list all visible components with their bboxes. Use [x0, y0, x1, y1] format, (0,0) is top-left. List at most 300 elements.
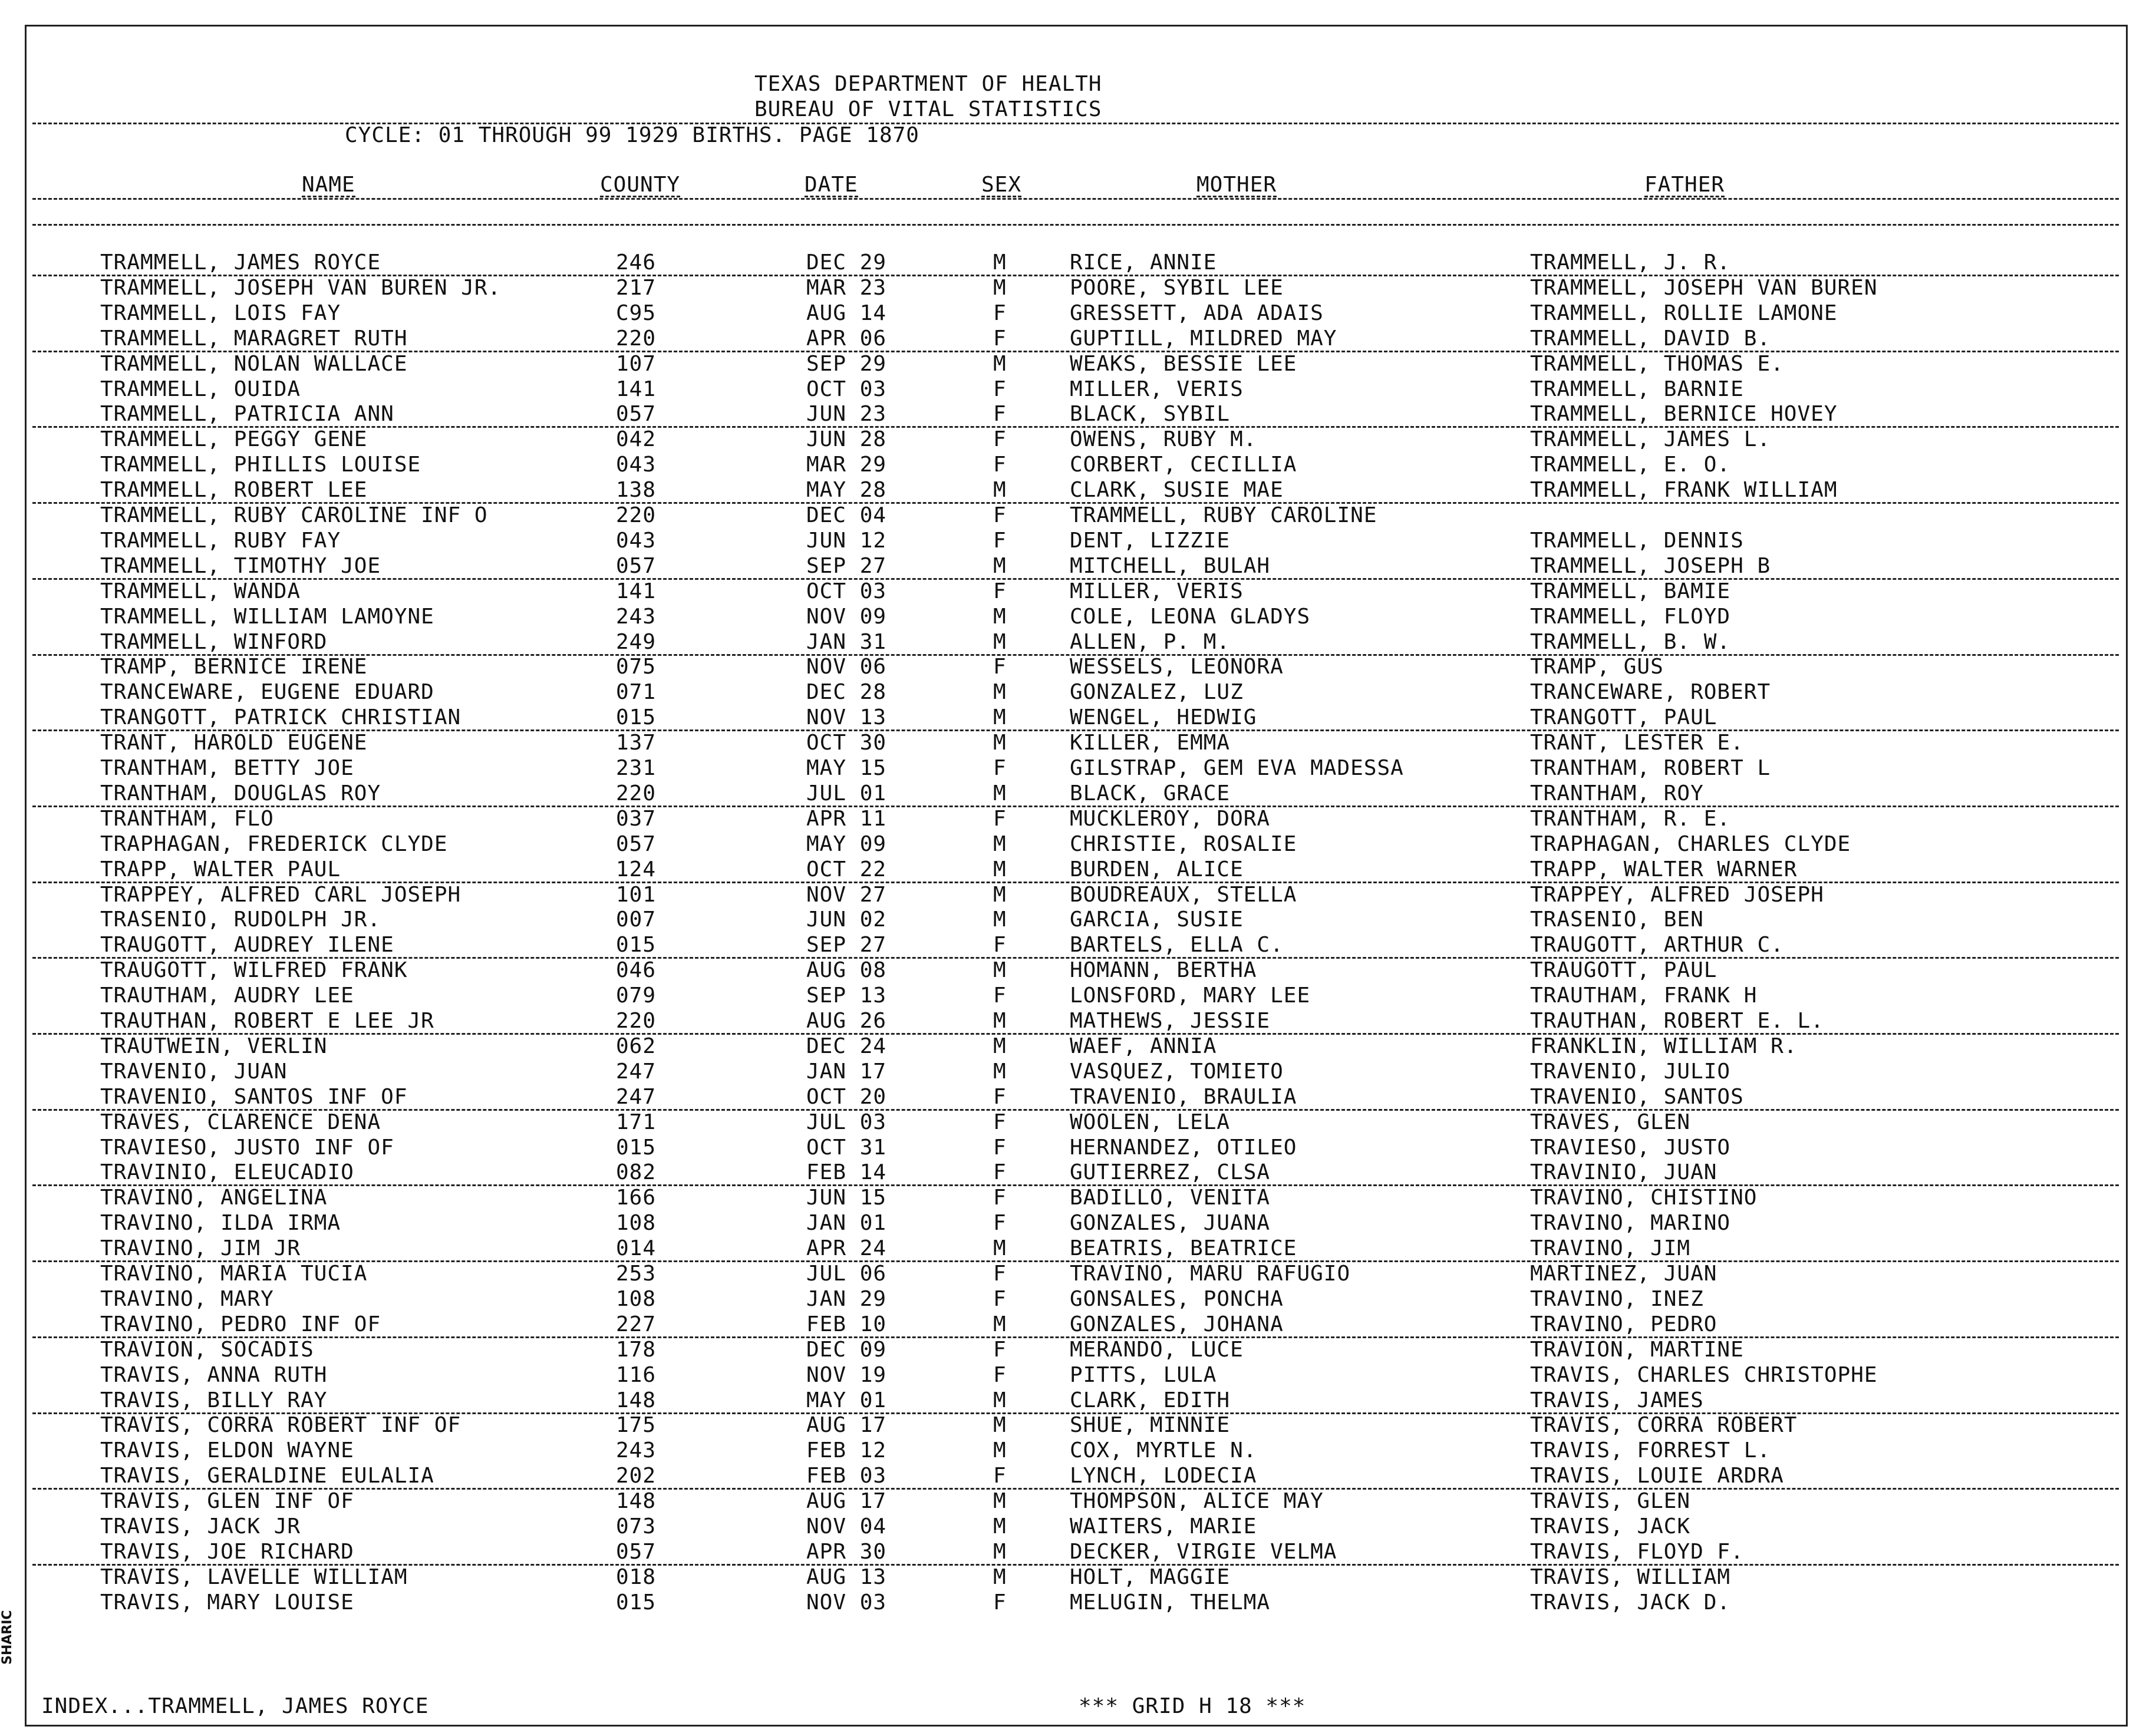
table-row: [0, 606, 2156, 631]
cell-mother: DENT, LIZZIE: [1070, 528, 1231, 553]
cell-county: 042: [616, 427, 657, 452]
cell-name: TRAMMELL, NOLAN WALLACE: [100, 351, 408, 376]
table-row: [0, 1541, 2156, 1566]
cell-name: TRAMMELL, MARAGRET RUTH: [100, 326, 408, 351]
table-row: [0, 831, 2156, 859]
cell-name: TRAMMELL, JAMES ROYCE: [100, 250, 381, 275]
cell-county: 057: [616, 402, 657, 427]
cell-county: 178: [616, 1337, 657, 1362]
cell-county: 043: [616, 453, 657, 477]
cell-father: TRAMMELL, DENNIS: [1530, 528, 1744, 553]
cell-sex: F: [993, 1337, 1007, 1362]
cell-mother: GRESSETT, ADA ADAIS: [1070, 301, 1324, 325]
cell-mother: HOLT, MAGGIE: [1070, 1564, 1231, 1589]
table-row: [0, 758, 2156, 783]
cell-name: TRAVIS, ANNA RUTH: [100, 1362, 328, 1387]
cell-father: TRAMMELL, J. R.: [1530, 250, 1731, 275]
cell-sex: M: [993, 1034, 1007, 1058]
cell-mother: GONZALES, JUANA: [1070, 1211, 1271, 1236]
col-header-date: DATE: [805, 173, 858, 197]
cell-father: TRAVINO, PEDRO: [1530, 1312, 1717, 1336]
cell-sex: M: [993, 1514, 1007, 1539]
cell-name: TRAMMELL, TIMOTHY JOE: [100, 553, 381, 578]
cell-mother: GUTIERREZ, CLSA: [1070, 1160, 1271, 1185]
cell-mother: GONZALEZ, LUZ: [1070, 680, 1244, 705]
cell-date: JAN 29: [806, 1286, 887, 1311]
cell-date: OCT 03: [806, 579, 887, 603]
table-row: [0, 808, 2156, 833]
cell-mother: GUPTILL, MILDRED MAY: [1070, 326, 1337, 351]
table-row: [0, 480, 2156, 504]
cell-sex: F: [993, 933, 1007, 958]
cell-sex: F: [993, 1135, 1007, 1160]
cell-mother: CHRISTIE, ROSALIE: [1070, 831, 1297, 856]
table-row: [0, 581, 2156, 606]
cell-sex: F: [993, 1262, 1007, 1286]
cell-father: TRAVES, GLEN: [1530, 1110, 1691, 1134]
cell-county: 124: [616, 857, 657, 882]
cell-county: 166: [616, 1186, 657, 1210]
cell-father: TRAMMELL, JOSEPH VAN BUREN: [1530, 275, 1878, 300]
table-row: [0, 1390, 2156, 1415]
cell-mother: BOUDREAUX, STELLA: [1070, 882, 1297, 907]
cell-father: TRAVINO, JIM: [1530, 1236, 1691, 1261]
table-row: [0, 884, 2156, 909]
cell-father: TRAVINIO, JUAN: [1530, 1160, 1717, 1185]
cell-county: 220: [616, 503, 657, 527]
cell-mother: MUCKLEROY, DORA: [1070, 806, 1271, 831]
cell-father: TRAMMELL, BERNICE HOVEY: [1530, 402, 1838, 427]
cell-county: 057: [616, 831, 657, 856]
cell-sex: M: [993, 1009, 1007, 1033]
cell-sex: M: [993, 351, 1007, 376]
cell-sex: F: [993, 1464, 1007, 1488]
cell-sex: F: [993, 1211, 1007, 1236]
cell-name: TRAMMELL, RUBY FAY: [100, 528, 341, 553]
cell-sex: F: [993, 1186, 1007, 1210]
table-row: [0, 1491, 2156, 1516]
cell-date: FEB 14: [806, 1160, 887, 1185]
cell-name: TRAVIS, ELDON WAYNE: [100, 1438, 354, 1463]
cell-father: TRASENIO, BEN: [1530, 907, 1704, 932]
cell-county: 138: [616, 478, 657, 503]
cell-name: TRANGOTT, PATRICK CHRISTIAN: [100, 705, 461, 730]
cell-mother: BARTELS, ELLA C.: [1070, 933, 1284, 958]
cell-date: AUG 08: [806, 958, 887, 983]
cell-name: TRAVIS, LAVELLE WILLIAM: [100, 1564, 408, 1589]
cell-mother: MERANDO, LUCE: [1070, 1337, 1244, 1362]
cell-father: TRAVIS, WILLIAM: [1530, 1564, 1731, 1589]
cell-name: TRAMMELL, PHILLIS LOUISE: [100, 453, 421, 477]
table-row: [0, 629, 2156, 656]
cell-sex: M: [993, 1564, 1007, 1589]
cell-sex: M: [993, 857, 1007, 882]
cell-mother: WEAKS, BESSIE LEE: [1070, 351, 1297, 376]
table-row: [0, 1112, 2156, 1137]
header-rule-columns: [32, 198, 2119, 200]
table-row: [0, 1137, 2156, 1162]
table-row: [0, 429, 2156, 454]
cell-mother: MILLER, VERIS: [1070, 377, 1244, 401]
cell-county: 015: [616, 705, 657, 730]
table-row: [0, 404, 2156, 428]
cell-date: JUL 06: [806, 1262, 887, 1286]
cell-county: 015: [616, 1135, 657, 1160]
cell-name: TRANCEWARE, EUGENE EDUARD: [100, 680, 434, 705]
cell-father: TRAVIS, GLEN: [1530, 1489, 1691, 1514]
table-row: [0, 1036, 2156, 1061]
cell-father: TRAPP, WALTER WARNER: [1530, 857, 1798, 882]
cell-date: MAY 09: [806, 831, 887, 856]
cell-name: TRAMMELL, PATRICIA ANN: [100, 402, 394, 427]
cell-sex: F: [993, 1286, 1007, 1311]
cell-mother: CLARK, EDITH: [1070, 1388, 1231, 1412]
cell-mother: MELUGIN, THELMA: [1070, 1590, 1271, 1615]
cell-sex: M: [993, 831, 1007, 856]
cell-sex: F: [993, 377, 1007, 401]
cell-county: 141: [616, 579, 657, 603]
cell-mother: LONSFORD, MARY LEE: [1070, 983, 1311, 1008]
cell-sex: M: [993, 731, 1007, 755]
cell-county: 171: [616, 1110, 657, 1134]
cell-sex: M: [993, 907, 1007, 932]
table-row: [0, 553, 2156, 580]
cell-name: TRANTHAM, DOUGLAS ROY: [100, 781, 381, 806]
cell-mother: WAITERS, MARIE: [1070, 1514, 1257, 1539]
cell-sex: M: [993, 1059, 1007, 1084]
cell-date: NOV 04: [806, 1514, 887, 1539]
cell-date: NOV 19: [806, 1362, 887, 1387]
table-row: [0, 1187, 2156, 1212]
table-row: [0, 707, 2156, 732]
side-label: SHARIC: [0, 1610, 15, 1665]
cell-name: TRAMMELL, OUIDA: [100, 377, 301, 401]
table-row: [0, 1592, 2156, 1617]
cell-county: 007: [616, 907, 657, 932]
cell-date: JAN 17: [806, 1059, 887, 1084]
cell-father: TRAMMELL, E. O.: [1530, 453, 1731, 477]
cell-father: TRAVIS, JAMES: [1530, 1388, 1704, 1412]
cell-name: TRAPP, WALTER PAUL: [100, 857, 341, 882]
cell-father: FRANKLIN, WILLIAM R.: [1530, 1034, 1798, 1058]
cell-father: TRAVION, MARTINE: [1530, 1337, 1744, 1362]
cell-county: 253: [616, 1262, 657, 1286]
table-row: [0, 1415, 2156, 1440]
cell-name: TRAMMELL, ROBERT LEE: [100, 478, 368, 503]
cell-father: TRAVIS, CHARLES CHRISTOPHE: [1530, 1362, 1878, 1387]
cell-county: 108: [616, 1286, 657, 1311]
cell-county: 079: [616, 983, 657, 1008]
cell-county: 247: [616, 1084, 657, 1109]
table-row: [0, 275, 2156, 302]
cell-father: TRAMMELL, FLOYD: [1530, 604, 1731, 629]
table-row: [0, 682, 2156, 707]
table-row: [0, 505, 2156, 530]
cell-mother: KILLER, EMMA: [1070, 731, 1231, 755]
cell-county: 015: [616, 933, 657, 958]
cell-name: TRAUTHAM, AUDRY LEE: [100, 983, 354, 1008]
table-row: [0, 1286, 2156, 1313]
cell-sex: M: [993, 705, 1007, 730]
table-row: [0, 783, 2156, 808]
cell-father: TRAUGOTT, ARTHUR C.: [1530, 933, 1784, 958]
cell-mother: BLACK, GRACE: [1070, 781, 1231, 806]
cell-date: DEC 29: [806, 250, 887, 275]
table-row: [0, 1213, 2156, 1237]
cell-mother: POORE, SYBIL LEE: [1070, 275, 1284, 300]
cell-father: TRAMP, GUS: [1530, 655, 1664, 679]
cell-date: JUL 01: [806, 781, 887, 806]
cell-name: TRAVIS, MARY LOUISE: [100, 1590, 354, 1615]
cell-mother: HOMANN, BERTHA: [1070, 958, 1257, 983]
cell-sex: F: [993, 427, 1007, 452]
table-row: [0, 252, 2156, 277]
cell-county: 249: [616, 629, 657, 654]
cell-mother: BLACK, SYBIL: [1070, 402, 1231, 427]
cell-county: 141: [616, 377, 657, 401]
cell-county: 202: [616, 1464, 657, 1488]
cell-father: MARTINEZ, JUAN: [1530, 1262, 1717, 1286]
cell-name: TRAVIS, BILLY RAY: [100, 1388, 328, 1412]
cell-name: TRAVIS, JACK JR: [100, 1514, 301, 1539]
cell-father: TRANGOTT, PAUL: [1530, 705, 1717, 730]
cell-name: TRAMMELL, WANDA: [100, 579, 301, 603]
cell-father: TRAMMELL, DAVID B.: [1530, 326, 1771, 351]
header-cycle: CYCLE: 01 THROUGH 99 1929 BIRTHS. PAGE 1870: [345, 123, 919, 147]
cell-sex: M: [993, 1539, 1007, 1564]
cell-name: TRAVIS, JOE RICHARD: [100, 1539, 354, 1564]
cell-county: 062: [616, 1034, 657, 1058]
table-row: [0, 1084, 2156, 1111]
cell-county: 246: [616, 250, 657, 275]
cell-mother: COX, MYRTLE N.: [1070, 1438, 1257, 1463]
cell-name: TRAUTHAN, ROBERT E LEE JR: [100, 1009, 434, 1033]
cell-sex: M: [993, 604, 1007, 629]
cell-date: APR 06: [806, 326, 887, 351]
cell-sex: M: [993, 275, 1007, 300]
cell-county: 018: [616, 1564, 657, 1589]
cell-sex: F: [993, 301, 1007, 325]
cell-name: TRAMMELL, WILLIAM LAMOYNE: [100, 604, 434, 629]
cell-county: 227: [616, 1312, 657, 1336]
cell-date: JUN 28: [806, 427, 887, 452]
cell-date: NOV 13: [806, 705, 887, 730]
cell-county: 220: [616, 781, 657, 806]
cell-date: MAR 23: [806, 275, 887, 300]
table-row: [0, 351, 2156, 378]
cell-county: 014: [616, 1236, 657, 1261]
cell-mother: PITTS, LULA: [1070, 1362, 1217, 1387]
cell-county: 220: [616, 1009, 657, 1033]
cell-father: TRAVINO, CHISTINO: [1530, 1186, 1758, 1210]
cell-date: JUN 15: [806, 1186, 887, 1210]
cell-mother: SHUE, MINNIE: [1070, 1413, 1231, 1438]
cell-mother: WOOLEN, LELA: [1070, 1110, 1231, 1134]
cell-name: TRAPPEY, ALFRED CARL JOSEPH: [100, 882, 461, 907]
cell-name: TRAMMELL, PEGGY GENE: [100, 427, 368, 452]
cell-name: TRANT, HAROLD EUGENE: [100, 731, 368, 755]
cell-county: 231: [616, 756, 657, 780]
table-row: [0, 379, 2156, 404]
cell-mother: ALLEN, P. M.: [1070, 629, 1231, 654]
header-rule-bottom: [32, 224, 2119, 226]
cell-county: 220: [616, 326, 657, 351]
cell-name: TRAUGOTT, WILFRED FRANK: [100, 958, 408, 983]
cell-date: AUG 17: [806, 1413, 887, 1438]
cell-father: TRANTHAM, ROBERT L: [1530, 756, 1771, 780]
cell-sex: F: [993, 402, 1007, 427]
cell-date: SEP 27: [806, 553, 887, 578]
cell-father: TRAVIS, JACK D.: [1530, 1590, 1731, 1615]
cell-date: NOV 06: [806, 655, 887, 679]
col-header-name: NAME: [302, 173, 355, 197]
cell-date: OCT 22: [806, 857, 887, 882]
col-header-father: FATHER: [1644, 173, 1725, 197]
table-row: [0, 732, 2156, 757]
cell-father: TRAPPEY, ALFRED JOSEPH: [1530, 882, 1824, 907]
table-row: [0, 1162, 2156, 1187]
cell-county: 247: [616, 1059, 657, 1084]
cell-name: TRAMP, BERNICE IRENE: [100, 655, 368, 679]
cell-mother: GONSALES, PONCHA: [1070, 1286, 1284, 1311]
cell-mother: TRAVINO, MARU RAFUGIO: [1070, 1262, 1351, 1286]
cell-mother: GARCIA, SUSIE: [1070, 907, 1244, 932]
table-row: [0, 909, 2156, 934]
cell-sex: M: [993, 553, 1007, 578]
cell-sex: M: [993, 680, 1007, 705]
cell-sex: F: [993, 1110, 1007, 1134]
cell-mother: BURDEN, ALICE: [1070, 857, 1244, 882]
cell-county: 082: [616, 1160, 657, 1185]
cell-date: JUL 03: [806, 1110, 887, 1134]
table-row: [0, 1440, 2156, 1465]
cell-father: TRAVIESO, JUSTO: [1530, 1135, 1731, 1160]
cell-sex: M: [993, 250, 1007, 275]
cell-county: 148: [616, 1388, 657, 1412]
table-row: [0, 1061, 2156, 1086]
cell-date: AUG 17: [806, 1489, 887, 1514]
table-row: [0, 985, 2156, 1010]
table-row: [0, 1339, 2156, 1364]
cell-father: TRAPHAGAN, CHARLES CLYDE: [1530, 831, 1851, 856]
cell-name: TRAVINO, ANGELINA: [100, 1186, 328, 1210]
cell-mother: GONZALES, JOHANA: [1070, 1312, 1284, 1336]
cell-father: TRAMMELL, BAMIE: [1530, 579, 1731, 603]
cell-father: TRAVIS, LOUIE ARDRA: [1530, 1464, 1784, 1488]
col-header-mother: MOTHER: [1196, 173, 1277, 197]
cell-county: 175: [616, 1413, 657, 1438]
cell-mother: COLE, LEONA GLADYS: [1070, 604, 1311, 629]
cell-county: 108: [616, 1211, 657, 1236]
cell-date: FEB 12: [806, 1438, 887, 1463]
cell-mother: DECKER, VIRGIE VELMA: [1070, 1539, 1337, 1564]
cell-sex: M: [993, 1489, 1007, 1514]
cell-sex: F: [993, 1160, 1007, 1185]
cell-county: 243: [616, 1438, 657, 1463]
cell-sex: F: [993, 326, 1007, 351]
cell-mother: TRAVENIO, BRAULIA: [1070, 1084, 1297, 1109]
cell-date: JUN 23: [806, 402, 887, 427]
table-row: [0, 454, 2156, 479]
cell-sex: M: [993, 1236, 1007, 1261]
table-row: [0, 1564, 2156, 1592]
table-row: [0, 303, 2156, 328]
cell-name: TRAVIS, CORRA ROBERT INF OF: [100, 1413, 461, 1438]
cell-date: SEP 27: [806, 933, 887, 958]
cell-date: FEB 03: [806, 1464, 887, 1488]
cell-sex: F: [993, 756, 1007, 780]
cell-county: 046: [616, 958, 657, 983]
cell-sex: F: [993, 579, 1007, 603]
table-row: [0, 656, 2156, 681]
footer-grid: *** GRID H 18 ***: [1079, 1694, 1306, 1718]
cell-sex: F: [993, 983, 1007, 1008]
cell-date: JUN 02: [806, 907, 887, 932]
header-bureau: BUREAU OF VITAL STATISTICS: [754, 97, 1102, 121]
cell-sex: M: [993, 1388, 1007, 1412]
table-row: [0, 328, 2156, 353]
cell-father: TRAVIS, FLOYD F.: [1530, 1539, 1744, 1564]
cell-date: OCT 03: [806, 377, 887, 401]
table-row: [0, 530, 2156, 555]
table-row: [0, 1263, 2156, 1288]
cell-date: DEC 24: [806, 1034, 887, 1058]
cell-date: OCT 31: [806, 1135, 887, 1160]
cell-date: SEP 29: [806, 351, 887, 376]
cell-name: TRAMMELL, RUBY CAROLINE INF O: [100, 503, 488, 527]
cell-sex: F: [993, 1084, 1007, 1109]
cell-county: 043: [616, 528, 657, 553]
cell-father: TRAVENIO, JULIO: [1530, 1059, 1731, 1084]
cell-date: APR 11: [806, 806, 887, 831]
cell-name: TRANTHAM, FLO: [100, 806, 274, 831]
cell-father: TRAMMELL, THOMAS E.: [1530, 351, 1784, 376]
cell-name: TRAVIS, GLEN INF OF: [100, 1489, 354, 1514]
cell-name: TRASENIO, RUDOLPH JR.: [100, 907, 381, 932]
cell-date: FEB 10: [806, 1312, 887, 1336]
cell-mother: OWENS, RUBY M.: [1070, 427, 1257, 452]
cell-sex: F: [993, 806, 1007, 831]
cell-county: 015: [616, 1590, 657, 1615]
table-row: [0, 1238, 2156, 1263]
footer-index: INDEX...TRAMMELL, JAMES ROYCE: [41, 1694, 429, 1718]
cell-mother: VASQUEZ, TOMIETO: [1070, 1059, 1284, 1084]
cell-county: 148: [616, 1489, 657, 1514]
cell-sex: F: [993, 1362, 1007, 1387]
cell-county: 243: [616, 604, 657, 629]
cell-date: SEP 13: [806, 983, 887, 1008]
cell-name: TRAUTWEIN, VERLIN: [100, 1034, 328, 1058]
cell-mother: WENGEL, HEDWIG: [1070, 705, 1257, 730]
cell-name: TRAMMELL, WINFORD: [100, 629, 328, 654]
cell-date: JAN 01: [806, 1211, 887, 1236]
cell-father: TRANTHAM, R. E.: [1530, 806, 1731, 831]
cell-sex: F: [993, 1590, 1007, 1615]
cell-county: 075: [616, 655, 657, 679]
cell-date: MAY 15: [806, 756, 887, 780]
cell-father: TRAVIS, FORREST L.: [1530, 1438, 1771, 1463]
cell-date: JUN 12: [806, 528, 887, 553]
cell-date: JAN 31: [806, 629, 887, 654]
cell-name: TRAVINO, MARIA TUCIA: [100, 1262, 368, 1286]
cell-name: TRAVENIO, JUAN: [100, 1059, 288, 1084]
cell-mother: THOMPSON, ALICE MAY: [1070, 1489, 1324, 1514]
cell-date: APR 30: [806, 1539, 887, 1564]
cell-mother: WAEF, ANNIA: [1070, 1034, 1217, 1058]
cell-name: TRAVINO, MARY: [100, 1286, 274, 1311]
cell-name: TRANTHAM, BETTY JOE: [100, 756, 354, 780]
cell-mother: CORBERT, CECILLIA: [1070, 453, 1297, 477]
